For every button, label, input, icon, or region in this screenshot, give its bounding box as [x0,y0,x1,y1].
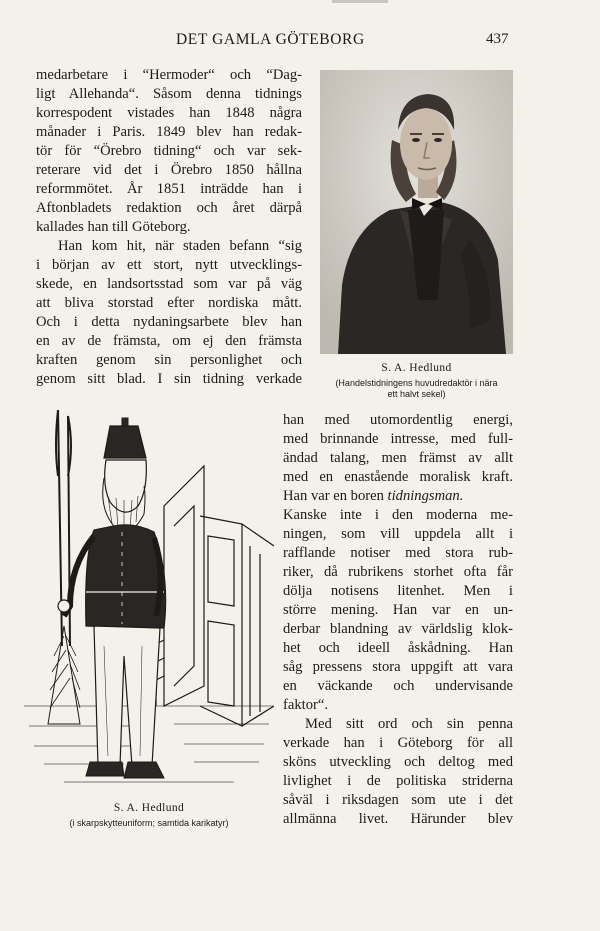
text-line: korrespodent vistades han 1848 några [36,105,302,121]
text-line: genom sitt blad. I sin tidning verkade [36,371,302,387]
portrait-photo [320,70,513,354]
text-line: reterare vid det i Örebro 1850 hållna [36,162,302,178]
emphasized-word: tidningsman. [387,488,464,504]
text-span: Han var en boren [283,488,388,504]
text-line: en väckande och undervisande [283,678,513,694]
text-line: större mening. Han var en un- [283,602,513,618]
library-stamp-mark [330,0,390,6]
text-line: allmänna livet. Härunder blev [283,811,513,827]
text-line: livlighet i de politiska striderna [283,773,513,789]
text-line: verkade han i Göteborg för all [283,735,513,751]
text-line: tör för “Örebro tidning“ och var sek- [36,143,302,159]
text-line: derbar blandning av världslig klok- [283,621,513,637]
text-line: medarbetare i “Hermoder“ och “Dag- [36,67,302,83]
running-header: DET GAMLA GÖTEBORG [176,31,365,48]
text-line: skede, en landsortsstad som var på väg [36,276,302,292]
text-line: månader i Paris. 1849 blev han redak- [36,124,302,140]
text-line: rafflande notiser med stora rub- [283,545,513,561]
text-line: såg pressens stora uppgift att vara [283,659,513,675]
text-line-with-emphasis [283,487,513,506]
text-line: han med utomordentlig energi, [283,412,513,428]
text-line: het och ideell åskådning. Han [283,640,513,656]
text-line: med brinnande intresse, med full- [283,431,513,447]
text-line: kraften genom sin personlighet och [36,352,302,368]
caricature-caption-name: S. A. Hedlund [113,802,185,814]
text-line: Kanske inte i den moderna me- [283,507,513,523]
text-line: riker, då rubrikens storhet ofta får [283,564,513,580]
text-line: Aftonbladets redaktion och året därpå [36,200,302,216]
text-line: dölja notisens litenhet. Men i [283,583,513,599]
text-line: ligt Allehanda“. Såsom denna tidnings [36,86,302,102]
text-line: Och i detta nydaningsarbete blev han [36,314,302,330]
text-line: ändad talang, men främst av allt [283,450,513,466]
text-line: sköns utveckling och deltog med [283,754,513,770]
portrait-caption-line: ett halvt sekel) [387,389,446,399]
text-line: såväl i riksdagen som ute i det [283,792,513,808]
portrait-caption-line: (Handelstidningens huvudredaktör i nära [335,378,498,388]
text-line: med en enastående moralisk kraft. [283,469,513,485]
text-line: Han kom hit, när staden befann “sig [58,238,302,254]
text-line: en av de främsta, om ej den främsta [36,333,302,349]
text-line: i början av ett stort, nytt utvecklings- [36,257,302,273]
text-line: reformmötet. År 1851 inträdde han i [36,181,302,197]
text-line: Med sitt ord och sin penna [305,716,513,732]
page-number: 437 [486,31,509,47]
text-line: att bliva storstad efter nordiska mått. [36,295,302,311]
portrait-caption-name: S. A. Hedlund [381,362,452,374]
text-line: ningen, som vill uppdela allt i [283,526,513,542]
text-line: faktor“. [283,697,328,713]
caricature-illustration [24,406,274,796]
text-line: kallades han till Göteborg. [36,219,191,235]
caricature-caption-line: (i skarpskytteuniform; samtida karikatyr) [69,818,229,828]
